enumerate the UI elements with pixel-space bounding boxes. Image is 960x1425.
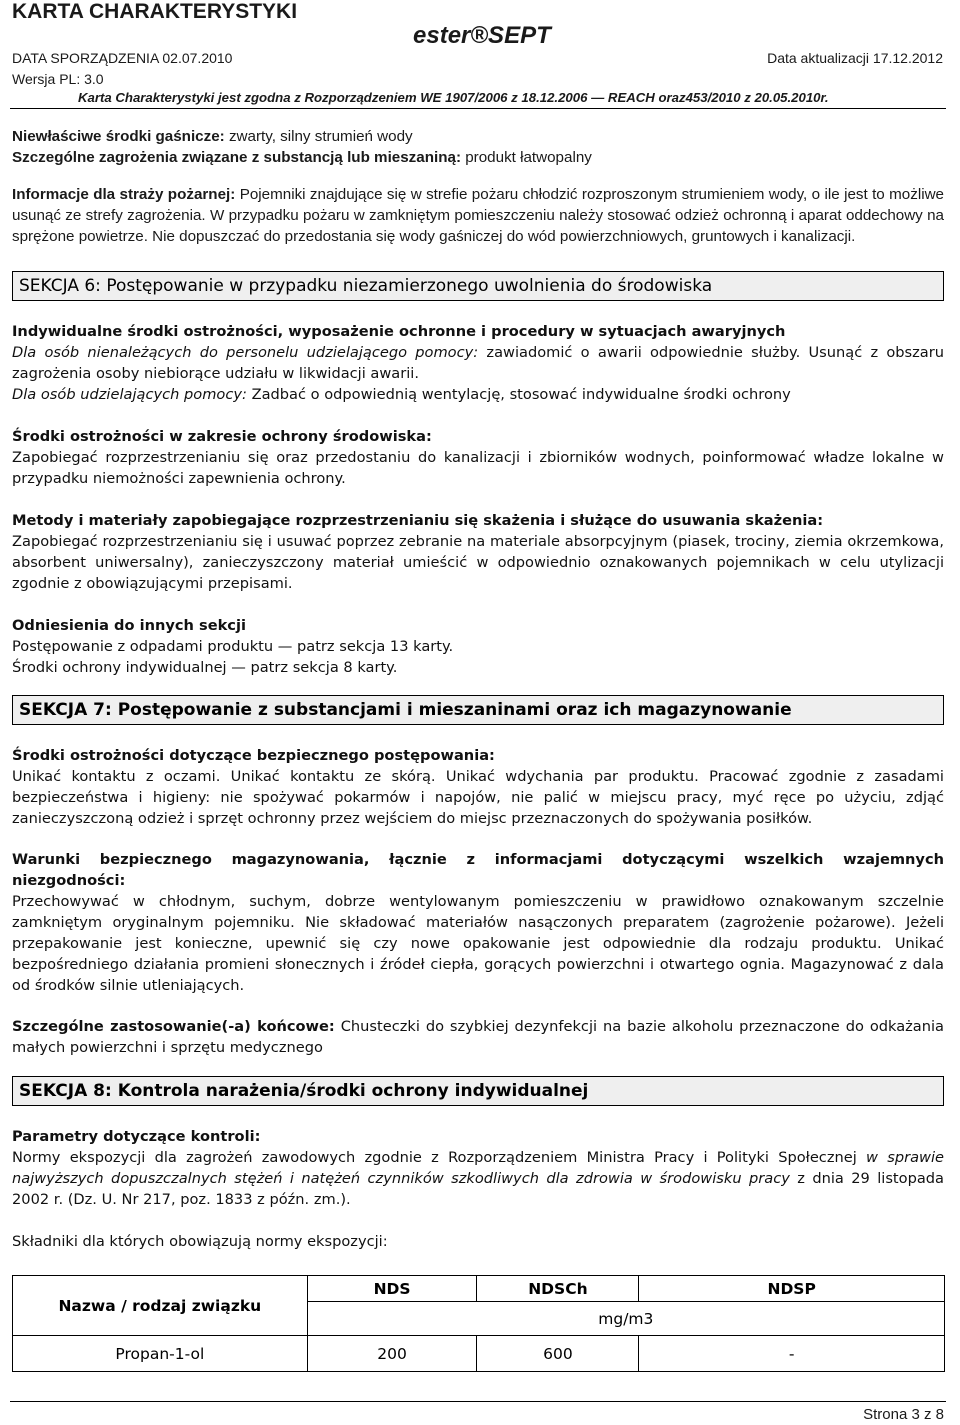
special-hazards xyxy=(12,147,944,168)
unsuitable-media xyxy=(12,126,944,147)
special-hazards-label: Szczególne zagrożenia związane z substancją lub mieszaniną: xyxy=(12,149,461,166)
end-use-label: Szczególne zastosowanie(-a) końcowe: xyxy=(12,1018,335,1035)
table-header-row xyxy=(13,1276,945,1302)
control-params-text xyxy=(12,1147,944,1210)
preparation-date: DATA SPORZĄDZENIA 02.07.2010 xyxy=(12,50,233,66)
non-emergency-label: Dla osób nienależących do personelu udzielającego pomocy: xyxy=(12,344,479,361)
cell-ndsp: - xyxy=(639,1336,945,1372)
col-header-ndsch: NDSCh xyxy=(477,1276,639,1302)
methods-text: Zapobiegać rozprzestrzenianiu się i usuwać poprzez zebranie na materiale absorpcyjnym (piasek, trociny, ziemia okrzemkowa, absorbent uniwersalny), zanieczyszczony materiał umieścić w odpowiednio oznakowanych pojemnikach w celu utylizacji zgodnie z obowiązującymi przepisami. xyxy=(12,533,944,592)
storage-text: Przechowywać w chłodnym, suchym, dobrze wentylowanym pomieszczeniu w prawidłowo oznakowanym szczelnie zamkniętym oryginalnym pojemniku. Nie składować materiałów nasączonych preparatem (zagrożenie pożarowe). Jeżeli przepakowanie jest konieczne, upewnić się czy nowe opakowanie jest odpowiednie dla rodzaju produktu. Unikać bezpośredniego działania promieni słonecznych i źródeł ciepła, gorących powierzchni i otwartego ognia. Magazynować z dala od środków silnie utleniających. xyxy=(12,893,944,994)
version: Wersja PL: 3.0 xyxy=(12,71,104,87)
personal-precautions-heading: Indywidualne środki ostrożności, wyposażenie ochronne i procedury w sytuacjach awaryjnych xyxy=(12,323,786,340)
safe-handling-heading: Środki ostrożności dotyczące bezpiecznego postępowania: xyxy=(12,747,495,764)
col-header-ndsp: NDSP xyxy=(639,1276,945,1302)
section-6-heading: SEKCJA 6: Postępowanie w przypadku niezamierzonego uwolnienia do środowiska xyxy=(12,271,944,301)
regulation-note: Karta Charakterystyki jest zgodna z Rozporządzeniem WE 1907/2006 z 18.12.2006 — REACH oraz453/2010 z 20.05.2010r. xyxy=(78,90,829,105)
exposure-limits-table xyxy=(12,1275,945,1372)
end-use-text: Chusteczki do szybkiej dezynfekcji na bazie alkoholu przeznaczone do odkażania małych powierzchni i sprzętu medycznego xyxy=(12,1018,945,1056)
col-header-nds: NDS xyxy=(307,1276,477,1302)
control-params-text-a: Normy ekspozycji dla zagrożeń zawodowych zgodnie z Rozporządzeniem Ministra Pracy i Polityki Społecznej xyxy=(12,1149,867,1166)
environment-text: Zapobiegać rozprzestrzenianiu się oraz przedostaniu do kanalizacji i zbiorników wodnych, poinformować władze lokalne w przypadku niemożności zapewnienia ochrony. xyxy=(12,449,944,487)
section-7-heading: SEKCJA 7: Postępowanie z substancjami i mieszaninami oraz ich magazynowanie xyxy=(12,695,944,725)
end-use-paragraph xyxy=(12,1016,944,1058)
references-line-2: Środki ochrony indywidualnej — patrz sekcja 8 karty. xyxy=(12,659,398,676)
cell-nds: 200 xyxy=(307,1336,477,1372)
responders-label: Dla osób udzielających pomocy: xyxy=(12,386,247,403)
safe-handling-text: Unikać kontaktu z oczami. Unikać kontaktu ze skórą. Unikać wdychania par produktu. Pracować zgodnie z zasadami bezpieczeństwa i higieny: nie spożywać pokarmów i napojów, nie palić w miejscu pracy, myć ręce po użyciu, zdjąć zanieczyszczoną odzież i sprzęt ochronny przez wejściem do miejsc przeznaczonych do spożywania posiłków. xyxy=(12,768,944,827)
references-heading: Odniesienia do innych sekcji xyxy=(12,617,246,634)
unit-label: mg/m3 xyxy=(307,1302,944,1336)
environment-heading: Środki ostrożności w zakresie ochrony środowiska: xyxy=(12,428,432,445)
special-hazards-text: produkt łatwopalny xyxy=(461,149,592,166)
table-row xyxy=(13,1336,945,1372)
document-body xyxy=(12,126,944,1252)
cell-ndsch: 600 xyxy=(477,1336,639,1372)
section-8-heading: SEKCJA 8: Kontrola narażenia/środki ochrony indywidualnej xyxy=(12,1076,944,1106)
col-header-name: Nazwa / rodzaj związku xyxy=(13,1276,308,1336)
responders-text: Zadbać o odpowiednią wentylację, stosować indywidualne środki ochrony xyxy=(246,386,791,403)
control-params-text-c: z dnia 29 listopada 2002 r. (Dz. U. Nr 217, poz. 1833 z późn. zm.). xyxy=(12,1170,944,1208)
section-7-body xyxy=(12,745,944,1058)
cell-name: Propan-1-ol xyxy=(13,1336,308,1372)
control-params-text-b: w sprawie najwyższych dopuszczalnych stężeń i natężeń czynników szkodliwych dla zdrowia w środowisku pracy xyxy=(12,1149,945,1187)
page-number: Strona 3 z 8 xyxy=(863,1406,944,1423)
methods-heading: Metody i materiały zapobiegające rozprzestrzenianiu się skażenia i służące do usuwania skażenia: xyxy=(12,512,824,529)
non-emergency-paragraph xyxy=(12,342,944,384)
non-emergency-text: zawiadomić o awarii odpowiednie służby. Usunąć z obszaru zagrożenia osoby niebiorące udziału w likwidacji awarii. xyxy=(12,344,944,382)
unsuitable-media-label: Niewłaściwe środki gaśnicze: xyxy=(12,128,225,145)
update-date: Data aktualizacji 17.12.2012 xyxy=(767,50,943,66)
firefighters-info xyxy=(12,184,944,247)
storage-heading: Warunki bezpiecznego magazynowania, łącznie z informacjami dotyczącymi wszelkich wzajemnych niezgodności: xyxy=(12,851,944,889)
components-intro: Składniki dla których obowiązują normy ekspozycji: xyxy=(12,1233,388,1250)
firefighters-label: Informacje dla straży pożarnej: xyxy=(12,186,236,203)
fire-block xyxy=(12,126,944,247)
firefighters-text: Pojemniki znajdujące się w strefie pożaru chłodzić rozproszonym strumieniem wody, o ile jest to możliwe usunąć ze strefy zagrożenia. W przypadku pożaru w zamkniętym pomieszczeniu należy stosować odzież ochronną i aparat oddechowy na sprężone powietrze. Nie dopuszczać do przedostania się wody gaśniczej do wód powierzchniowych, gruntowych i kanalizacji. xyxy=(12,186,944,245)
document-title: KARTA CHARAKTERYSTYKI xyxy=(12,0,298,23)
section-6-body xyxy=(12,321,944,678)
section-8-body xyxy=(12,1126,944,1252)
responders-paragraph xyxy=(12,384,944,405)
footer-divider xyxy=(10,1401,946,1402)
unsuitable-media-text: zwarty, silny strumień wody xyxy=(224,128,413,145)
references-line-1: Postępowanie z odpadami produktu — patrz sekcja 13 karty. xyxy=(12,638,454,655)
product-brand: ester®SEPT xyxy=(413,22,551,49)
header-divider xyxy=(10,108,946,109)
control-params-heading: Parametry dotyczące kontroli: xyxy=(12,1128,261,1145)
